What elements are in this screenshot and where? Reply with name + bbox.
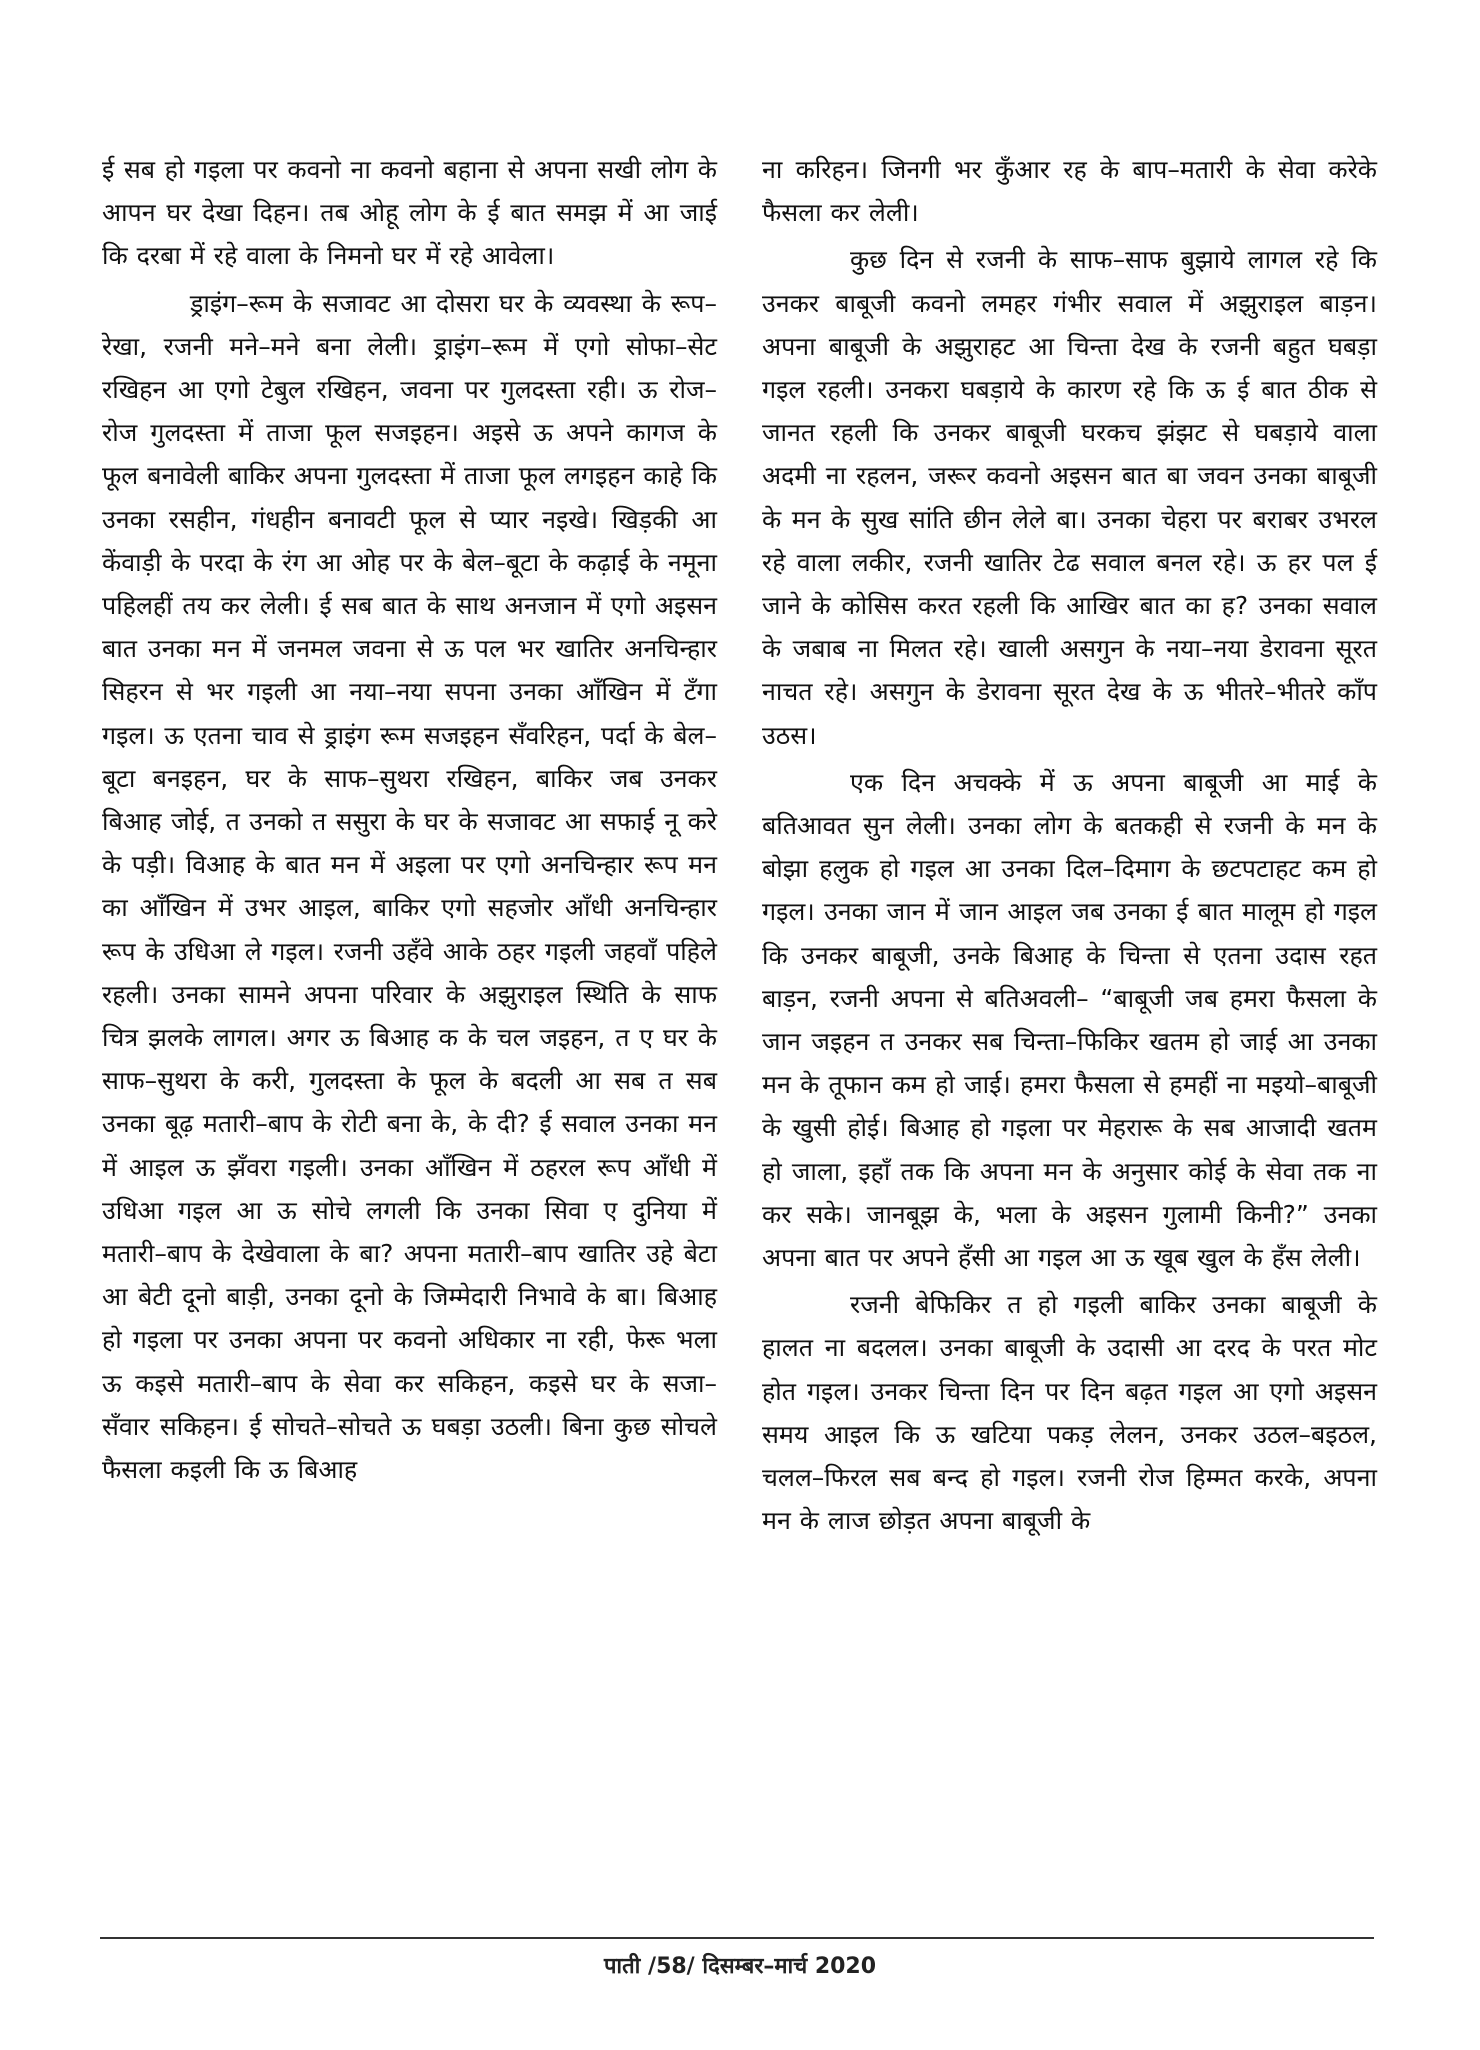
paragraph: ड्राइंग–रूम के सजावट आ दोसरा घर के व्यवस्था के रूप–रेखा, रजनी मने–मने बना लेली। ड्राइंग–रूम में एगो सोफा–सेट रखिहन आ एगो टेबुल रखिहन, जवना पर गुलदस्ता रही। ऊ रोज–रोज गुलदस्ता में ताजा फूल सजइहन। अइसे ऊ अपने कागज के फूल बनावेली बाकिर अपना गुलदस्ता में ताजा फूल लगइहन काहे कि उनका रसहीन, गंधहीन बनावटी फूल से प्यार नइखे। खिड़की आ केंवाड़ी के परदा के रंग आ ओह पर के बेल–बूटा के कढ़ाई के नमूना पहिलहीं तय कर लेली। ई सब बात के साथ अनजान में एगो अइसन बात उनका मन में जनमल जवना से ऊ पल भर खातिर अनचिन्हार सिहरन से भर गइली आ नया–नया सपना उनका आँखिन में टँगा गइल। ऊ एतना चाव से ड्राइंग रूम सजइहन सँवरिहन, पर्दा के बेल–बूटा बनइहन, घर के साफ–सुथरा रखिहन, बाकिर जब उनकर बिआह जोई, त उनको त ससुरा के घर के सजावट आ सफाई नू करे के पड़ी। विआह के बात मन में अइला पर एगो अनचिन्हार रूप मन का आँखिन में उभर आइल, बाकिर एगो सहजोर आँधी अनचिन्हार रूप के उधिआ ले गइल। रजनी उहँवे आके ठहर गइली जहवाँ पहिले रहली। उनका सामने अपना परिवार के अझुराइल स्थिति के साफ चित्र झलके लागल। अगर ऊ बिआह क के चल जइहन, त ए घर के साफ–सुथरा के करी, गुलदस्ता के फूल के बदली आ सब त सब उनका बूढ़ मतारी–बाप के रोटी बना के, के दी? ई सवाल उनका मन में आइल ऊ झँवरा गइली। उनका आँखिन में ठहरल रूप आँधी में उधिआ गइल आ ऊ सोचे लगली कि उनका सिवा ए दुनिया में मतारी–बाप के देखेवाला के बा? अपना मतारी–बाप खातिर उहे बेटा आ बेटी दूनो बाड़ी, उनका दूनो के जिम्मेदारी निभावे के बा। बिआह हो गइला पर उनका अपना पर कवनो अधिकार ना रही, फेरू भला ऊ कइसे मतारी–बाप के सेवा कर सकिहन, कइसे घर के सजा–सँवार सकिहन। ई सोचते–सोचते ऊ घबड़ा उठली। बिना कुछ सोचले फैसला कइली कि ऊ बिआह [102,288,717,1485]
paragraph: रजनी बेफिकिर त हो गइली बाकिर उनका बाबूजी के हालत ना बदलल। उनका बाबूजी के उदासी आ दरद के परत मोट होत गइल। उनकर चिन्ता दिन पर दिन बढ़त गइल आ एगो अइसन समय आइल कि ऊ खटिया पकड़ लेलन, उनकर उठल–बइठल, चलल–फिरल सब बन्द हो गइल। रजनी रोज हिम्मत करके, अपना मन के लाज छोड़त अपना बाबूजी के [762,1290,1377,1536]
right-column [762,148,1377,1547]
paragraph: ई सब हो गइला पर कवनो ना कवनो बहाना से अपना सखी लोग के आपन घर देखा दिहन। तब ओहू लोग के ई बात समझ में आ जाई कि दरबा में रहे वाला के निमनो घर में रहे आवेला। [102,155,717,271]
paragraph: ना करिहन। जिनगी भर कुँआर रह के बाप–मतारी के सेवा करेके फैसला कर लेली। [762,155,1377,228]
paragraph: कुछ दिन से रजनी के साफ–साफ बुझाये लागल रहे कि उनकर बाबूजी कवनो लमहर गंभीर सवाल में अझुराइल बाड़न। अपना बाबूजी के अझुराहट आ चिन्ता देख के रजनी बहुत घबड़ा गइल रहली। उनकरा घबड़ाये के कारण रहे कि ऊ ई बात ठीक से जानत रहली कि उनकर बाबूजी घरकच झंझट से घबड़ाये वाला अदमी ना रहलन, जरूर कवनो अइसन बात बा जवन उनका बाबूजी के मन के सुख सांति छीन लेले बा। उनका चेहरा पर बराबर उभरल रहे वाला लकीर, रजनी खातिर टेढ सवाल बनल रहे। ऊ हर पल ई जाने के कोसिस करत रहली कि आखिर बात का ह? उनका सवाल के जबाब ना मिलत रहे। खाली असगुन के नया–नया डेरावना सूरत नाचत रहे। असगुन के डेरावना सूरत देख के ऊ भीतरे–भीतरे काँप उठस। [762,245,1377,750]
left-column [102,148,717,1495]
paragraph: एक दिन अचक्के में ऊ अपना बाबूजी आ माई के बतिआवत सुन लेली। उनका लोग के बतकही से रजनी के मन के बोझा हलुक हो गइल आ उनका दिल–दिमाग के छटपटाहट कम हो गइल। उनका जान में जान आइल जब उनका ई बात मालूम हो गइल कि उनकर बाबूजी, उनके बिआह के चिन्ता से एतना उदास रहत बाड़न, रजनी अपना से बतिअवली– “बाबूजी जब हमरा फैसला के जान जइहन त उनकर सब चिन्ता–फिकिर खतम हो जाई आ उनका मन के तूफान कम हो जाई। हमरा फैसला से हमहीं ना मइयो–बाबूजी के खुसी होई। बिआह हो गइला पर मेहरारू के सब आजादी खतम हो जाला, इहाँ तक कि अपना मन के अनुसार कोई के सेवा तक ना कर सके। जानबूझ के, भला के अइसन गुलामी किनी?” उनका अपना बात पर अपने हँसी आ गइल आ ऊ खूब खुल के हँस लेली। [762,767,1377,1273]
footer-divider [100,1937,1374,1939]
page-footer: पाती /58/ दिसम्बर–मार्च 2020 [603,1954,877,1979]
